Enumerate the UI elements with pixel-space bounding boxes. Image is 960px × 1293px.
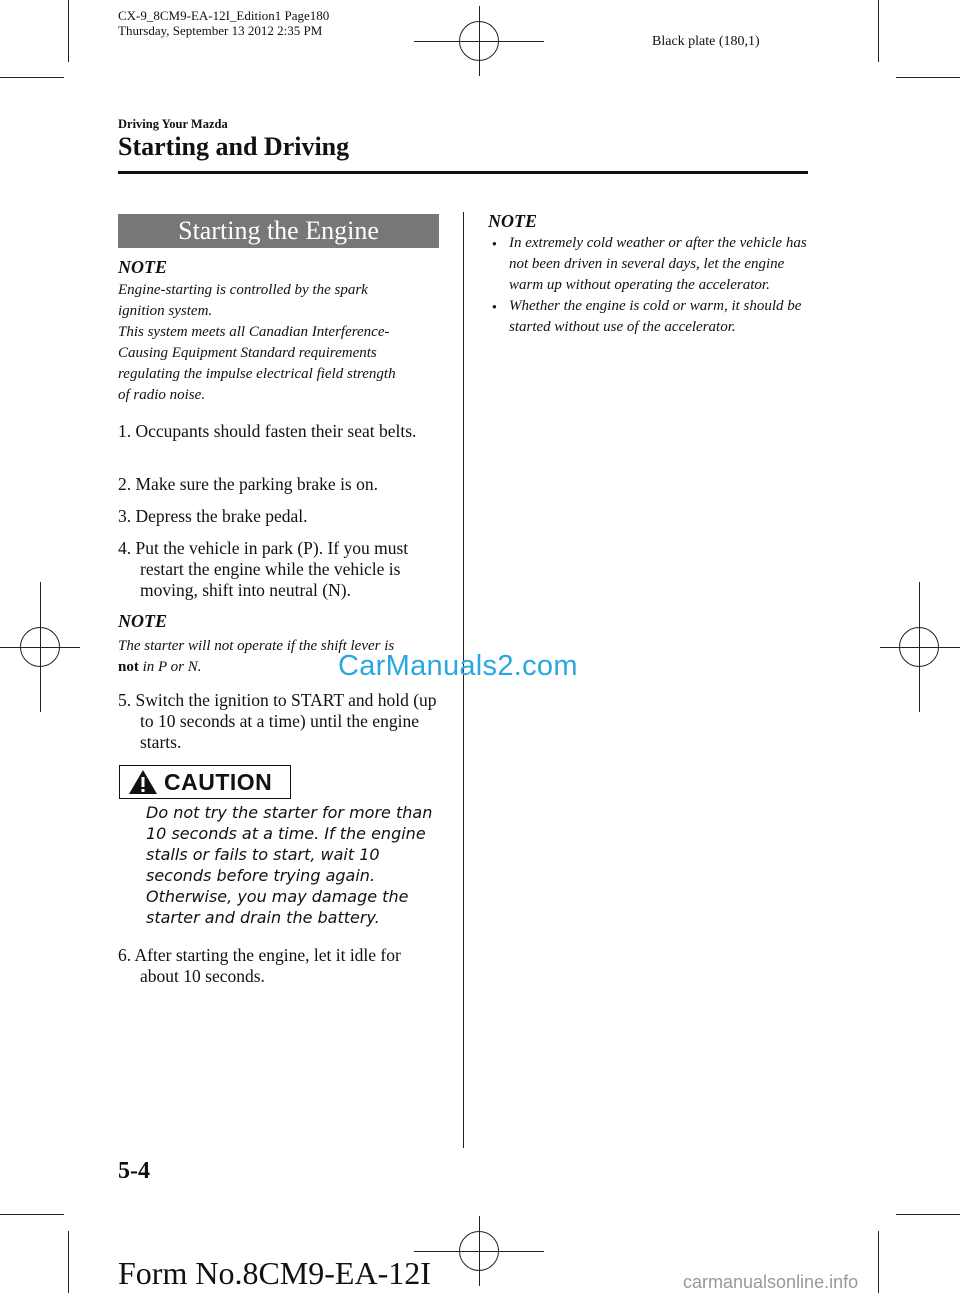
section-banner: Starting the Engine [118,214,439,248]
warning-triangle-icon [128,769,158,795]
section-label: Driving Your Mazda [118,117,228,131]
note-heading-right: NOTE [488,211,537,231]
note-heading: NOTE [118,611,167,631]
chapter-title: Starting and Driving [118,132,350,161]
page-number: 5-4 [118,1158,150,1184]
note-line: Engine-starting is controlled by the spark [118,282,368,298]
step-2: 2. Make sure the parking brake is on. [118,474,378,494]
caution-label: CAUTION [164,768,273,795]
note-line: ignition system. [118,303,213,319]
note-block-1 [118,257,448,406]
note-bullet-list [492,233,812,338]
plate-label: Black plate (180,1) [652,34,760,49]
list-item: ● Whether the engine is cold or warm, it should be started without use of the accelerator. [492,296,812,338]
note-text: The starter will not operate if the shift lever is not in P or N. [118,638,395,675]
list-item: ● In extremely cold weather or after the vehicle has not been driven in several days, let the engine warm up without operating the accelerator. [492,233,812,296]
step-3: 3. Depress the brake pedal. [118,506,308,526]
note-heading: NOTE [118,257,167,277]
step-4: 4. Put the vehicle in park (P). If you must restart the engine while the vehicle is moving, shift into neutral (N). [118,538,409,600]
caution-box [119,765,291,799]
note-line: Causing Equipment Standard requirements [118,345,377,361]
watermark: CarManuals2.com [338,650,578,682]
slug-line-2: Thursday, September 13 2012 2:35 PM [118,23,323,38]
step-5: 5. Switch the ignition to START and hold (up to 10 seconds at a time) until the engine starts. [118,690,437,752]
note-line: of radio noise. [118,387,206,403]
caution-text: Do not try the starter for more than 10 seconds at a time. If the engine stalls or fails to start, wait 10 seconds before trying again. Otherwise, you may damage the starter and drain the battery. [146,803,433,927]
note-line: This system meets all Canadian Interference- [118,324,390,340]
chapter-rule [118,171,808,174]
step-6: 6. After starting the engine, let it idle for about 10 seconds. [118,945,401,986]
emphasis-not: not [118,659,139,675]
print-slug [118,8,329,38]
slug-line-1: CX-9_8CM9-EA-12I_Edition1 Page180 [118,8,330,23]
form-number: Form No.8CM9-EA-12I [118,1255,431,1291]
note-text [118,280,448,406]
note-line: regulating the impulse electrical field strength [118,366,396,382]
step-1: 1. Occupants should fasten their seat belts. [118,421,417,441]
site-watermark: carmanualsonline.info [683,1272,859,1292]
